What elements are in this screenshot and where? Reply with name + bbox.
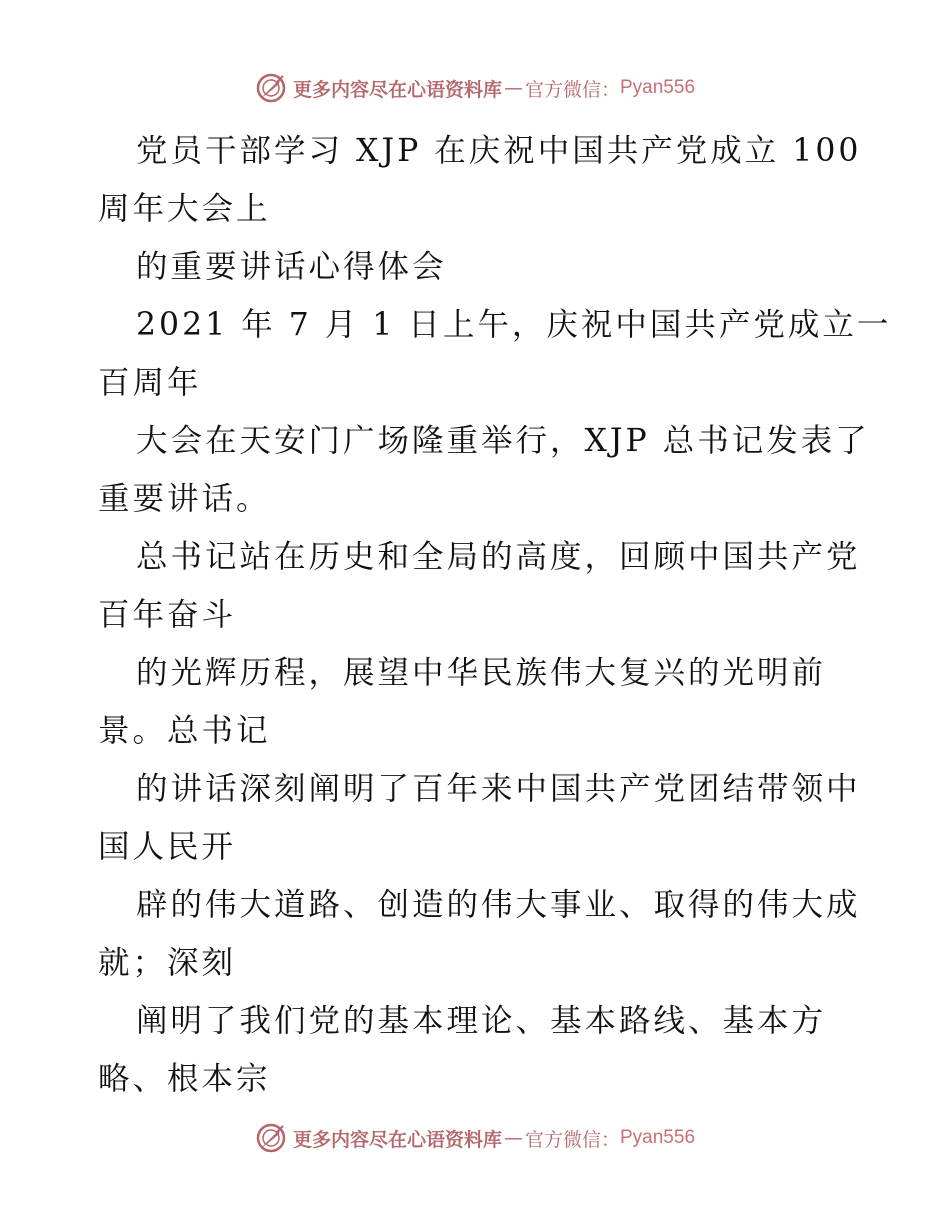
watermark-banner-top: [0, 72, 950, 104]
watermark-main-text: 更多内容尽在心语资料库: [292, 78, 502, 101]
watermark-dash: —: [503, 1127, 523, 1149]
text-line: 略、根本宗: [98, 1061, 271, 1097]
text-line: 的光辉历程，展望中华民族伟大复兴的光明前: [136, 655, 827, 691]
text-line: 2021 年 7 月 1 日上午，庆祝中国共产党成立一: [136, 307, 892, 343]
quill-logo-icon: [255, 1122, 287, 1154]
watermark-dash: —: [503, 77, 523, 99]
watermark-contact-label: 官方微信：: [524, 78, 620, 101]
text-line: 大会在天安门广场隆重举行，XJP 总书记发表了: [136, 423, 870, 459]
text-line: 阐明了我们党的基本理论、基本路线、基本方: [136, 1003, 827, 1039]
watermark-main-text: 更多内容尽在心语资料库: [292, 1128, 502, 1151]
text-line: 百周年: [98, 365, 202, 401]
document-body: [98, 122, 892, 1108]
text-line: 的讲话深刻阐明了百年来中国共产党团结带领中: [136, 771, 861, 807]
watermark-contact-label: 官方微信：: [524, 1128, 620, 1151]
text-line: 周年大会上: [98, 191, 271, 227]
text-line: 辟的伟大道路、创造的伟大事业、取得的伟大成: [136, 887, 861, 923]
watermark-wechat-id: Pyan556: [620, 1127, 696, 1148]
text-line: 景。总书记: [98, 713, 271, 749]
watermark-banner-bottom: [0, 1122, 950, 1154]
text-line: 重要讲话。: [98, 481, 271, 517]
text-line: 的重要讲话心得体会: [136, 249, 447, 285]
text-line: 总书记站在历史和全局的高度，回顾中国共产党: [136, 539, 861, 575]
text-line: 百年奋斗: [98, 597, 237, 633]
watermark-wechat-id: Pyan556: [620, 77, 696, 98]
text-line: 就；深刻: [98, 945, 237, 981]
text-line: 党员干部学习 XJP 在庆祝中国共产党成立 100: [136, 133, 862, 169]
quill-logo-icon: [255, 72, 287, 104]
text-line: 国人民开: [98, 829, 237, 865]
